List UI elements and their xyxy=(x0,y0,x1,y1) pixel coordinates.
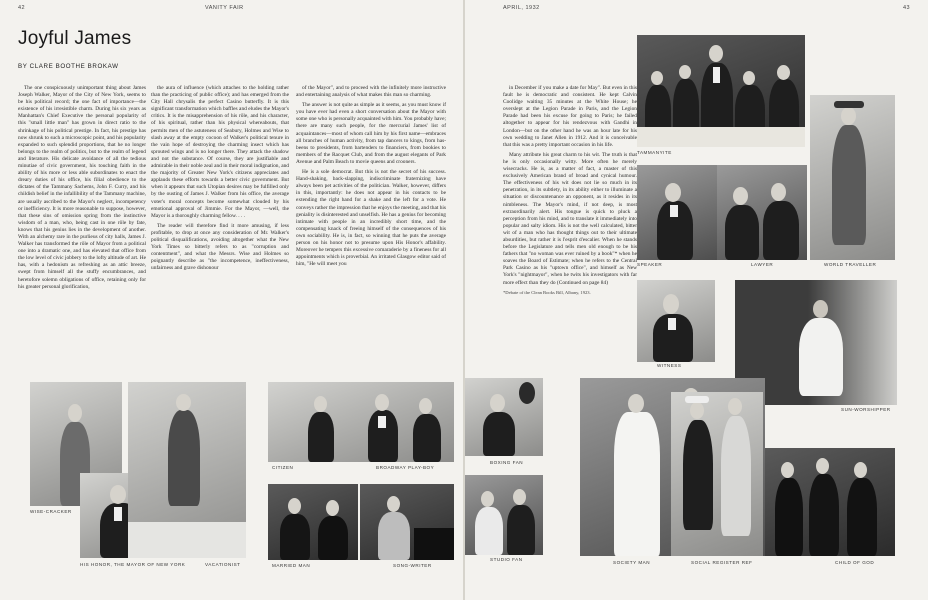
caption-boxing-fan: BOXING FAN xyxy=(490,460,524,465)
paragraph: The reader will therefore find it more amusing, if less profitable, to drop at once any consideration of Mr. Walker's political disqualifications, avoiding altogether what the New York Times so bitterly refers to as "corruption and contentment", and what the Messrs. Wise and Holmes so poignantly describe as "the incompetence, ineffectiveness, unfairness and grave dishonour xyxy=(151,222,289,272)
caption-sun-worshipper: SUN-WORSHIPPER xyxy=(841,407,891,412)
caption-world-traveller: WORLD TRAVELLER xyxy=(824,262,877,267)
paragraph: The one conspicuously unimportant thing about James Joseph Walker, Mayor of the City of New York, seems to be his political record; the one fact of importance—the existence of his irresistible charm. During his six years as Manhattan's Chief Executive the personal popularity of this "small little man" has grown in direct ratio to the shrinkage of his political prestige. In fact, his prestige has now shrunk to such a microscopic point, and his popularity expanded to such splendid proportions, that he no longer belongs to the realm of politics, but to the realm of legend and literature. His delicate avoidance of all the tedious minutiae of civic government, his touching faith in the ability of his more or less able subordinates to enact the dreary duties of his office, his filial obedience to the dictates of the Tammany Sachems, John F. Curry, and his childish belief in the infallibility of the Tammany machine, are usually ascribed to the Mayor's neglect, incompetency or inefficiency. It is more reasonable to suppose, however, that these sins of omission spring from the instinctive wisdom of a man, who, being cast in one rôle by fate, knows that his genius lies in the development of another. With an alchemy rare in the purlieus of city halls, James J. Walker has transformed the rôle of Mayor from a political one into a dramatic one, and has elevated that office from the low level of civic jobbery to the lofty altitude of art. He has, with a hedonism as refreshing as an attic breeze, swept from himself all the stuffy encumbrances, and heretofore solemn obligations of office, retaining only for his greater personal glorification, xyxy=(18,85,146,290)
caption-speaker: SPEAKER xyxy=(637,262,663,267)
photo-witness xyxy=(637,280,715,362)
photo-married-man xyxy=(268,484,358,560)
paragraph: in December if you make a date for May". But even in this fault he is democratic and consistent. He kept Calvin Coolidge waiting 35 minutes at the White House; he overslept at the Legion Parade in Paris, and the Legion Parade had been his excuse for going to Paris; he failed altogether to appear for his rendezvous with Gandhi in London—but on the other hand he was an hour late for his own wedding to Janet Allen in 1912. And it is conceivable that this was a pretty important occasion in his life. xyxy=(503,85,637,148)
caption-citizen: CITIZEN xyxy=(272,465,294,470)
photo-speaker xyxy=(637,165,717,260)
photo-world-traveller xyxy=(810,95,895,260)
caption-lawyer: LAWYER xyxy=(751,262,774,267)
caption-vacationist: VACATIONIST xyxy=(205,562,241,567)
right-page xyxy=(465,0,928,600)
text-column-4 xyxy=(503,85,637,345)
caption-studio-fan: STUDIO FAN xyxy=(490,557,523,562)
photo-social-register-ref xyxy=(671,392,763,556)
issue-date: APRIL, 1932 xyxy=(503,5,540,11)
caption-tammanyite: TAMMANYITE xyxy=(637,150,672,155)
page-number: 42 xyxy=(18,5,26,11)
article-byline: BY CLARE BOOTHE BROKAW xyxy=(18,63,119,70)
paragraph: Many attribute his great charm to his wit. The truth is that he is only occasionally witty. More often he merely wisecracks. He is, as a matter of fact, a master of this exclusively American brand of broad and cynical humour. The effectiveness of his wit does not lie so much in its penetration, in its subtlety, in its ability either to illuminate a situation or discountenance an opponent, as it resides in its nimbleness. The Mayor's mind, if not deep, is most extraordinarily alert. His tongue is quick to pluck a perception from his mind, and to translate it immediately into popular and salty idiom. His is not the well calculated, bitter wit of a man who has thought things out to their ultimate absurdities, but rather it is l'esprit d'escalier. When he stands before the Legislature and tells men old enough to be his fathers that "no woman was ever ruined by a book"* when he soaves the Board of Estimate; when he refers to the Central Park Casino as his "uptown office", and himself as New York's "nightmayor", when he twits his investigators with far more effect than they do (Continued on page 84) xyxy=(503,151,637,286)
left-page xyxy=(0,0,463,600)
photo-child-of-god xyxy=(765,448,895,556)
photo-song-writer xyxy=(360,484,454,560)
article-title: Joyful James xyxy=(18,28,132,49)
photo-broadway-playboy xyxy=(268,382,454,462)
photo-boxing-fan xyxy=(465,378,543,456)
text-column-1 xyxy=(18,85,146,365)
caption-child-of-god: CHILD OF GOD xyxy=(835,560,875,565)
paragraph: He is a sole democrat. But this is not the secret of his success. Hand-shaking, back-slapping, indiscriminate fraternizing have always been pet activities of the politician. Walker, however, differs in this, importantly: he does not appear in his contacts to be extending the right hand for a shake and the left for a vote. He conveys rather the impression that he enjoys the meeting, and that his geniality is disinterested and unselfish. He has a genius for becoming intimate with people in an incredibly short time, and the compensating knack of freeing himself of the consequences of his own sociability. He is, in fact, so winning that he puts the average person on his honor not to presume upon His Honor's affability. Moreover he tempers this excessive comaraderie by a fineness for all appointments which is proverbial. An irritated Glasgow editor said of him, "He will meet you xyxy=(296,169,447,268)
caption-wise-cracker: WISE-CRACKER xyxy=(30,509,72,514)
paragraph: of the Mayor", and to proceed with the infinitely more instructive and entertaining analysis of what makes this man so charming. xyxy=(296,85,446,99)
photo-tammanyite xyxy=(637,35,805,147)
magazine-name: VANITY FAIR xyxy=(205,5,244,11)
caption-song-writer: SONG-WRITER xyxy=(393,563,432,568)
caption-social-register-ref: SOCIAL REGISTER REF xyxy=(691,560,753,565)
caption-broadway-playboy: BROADWAY PLAY-BOY xyxy=(376,465,435,470)
page-number: 43 xyxy=(903,5,911,11)
paragraph: The answer is not quite as simple as it seems, as you must know if you have ever had even a short conversation about the Mayor with some one who is personally acquainted with him. You probably have; there are many such people, for the mercurial James' list of acquaintances—most of whom call him by his first name—embraces all branches of human activity, from tap dancers to kings, from has-beens to presidents, from bartenders to financiers, from bookies to members of the Racquet Club, and from the august elegants of Park Avenue and Palm Beach to movie queens and crooners. xyxy=(296,102,447,165)
caption-witness: WITNESS xyxy=(657,363,682,368)
footnote: *Debate of the Clean Books Bill, Albany, 1923. xyxy=(503,289,591,295)
text-column-2 xyxy=(151,85,289,365)
caption-his-honor: HIS HONOR, THE MAYOR OF NEW YORK xyxy=(80,562,186,567)
text-column-3 xyxy=(296,85,446,365)
photo-studio-fan xyxy=(465,475,543,555)
caption-society-man: SOCIETY MAN xyxy=(613,560,651,565)
photo-vacationist xyxy=(128,382,246,558)
caption-married-man: MARRIED MAN xyxy=(272,563,311,568)
paragraph: the aura of influence (which attaches to the holding rather than the practicing of public office); and has emerged from the City Hall chrysalis the perfect Casino butterfly. It is this significant transformation which baffles and eludes the Mayor's critics. It is the misapprehension of his rôle, and his character, of his spiritual, rather than his physical whereabouts, that permits men of the astuteness of Seabury, Holmes and Wise to slash away at the empty cocoon of Walker's political tenure in the vain hope of destroying the charming insect which has sprouted wings and is no longer there. They attack the shadow and not the substance. Of course, they are justifiable and admirable in their noble zeal and in their moral indignation, and the majority of Greater New York's citizens appreciates and applauds these efforts towards a better civic government. But when it appears that such Utopian desires may be fulfilled only by the ousting of James J. Walker from his office, the average voter's moral concepts become somewhat clouded by his emotional approval of Jimmie. For the Mayor, —well, the Mayor is a thoroughly charming fellow. . . . xyxy=(151,85,289,219)
photo-lawyer xyxy=(717,165,807,260)
